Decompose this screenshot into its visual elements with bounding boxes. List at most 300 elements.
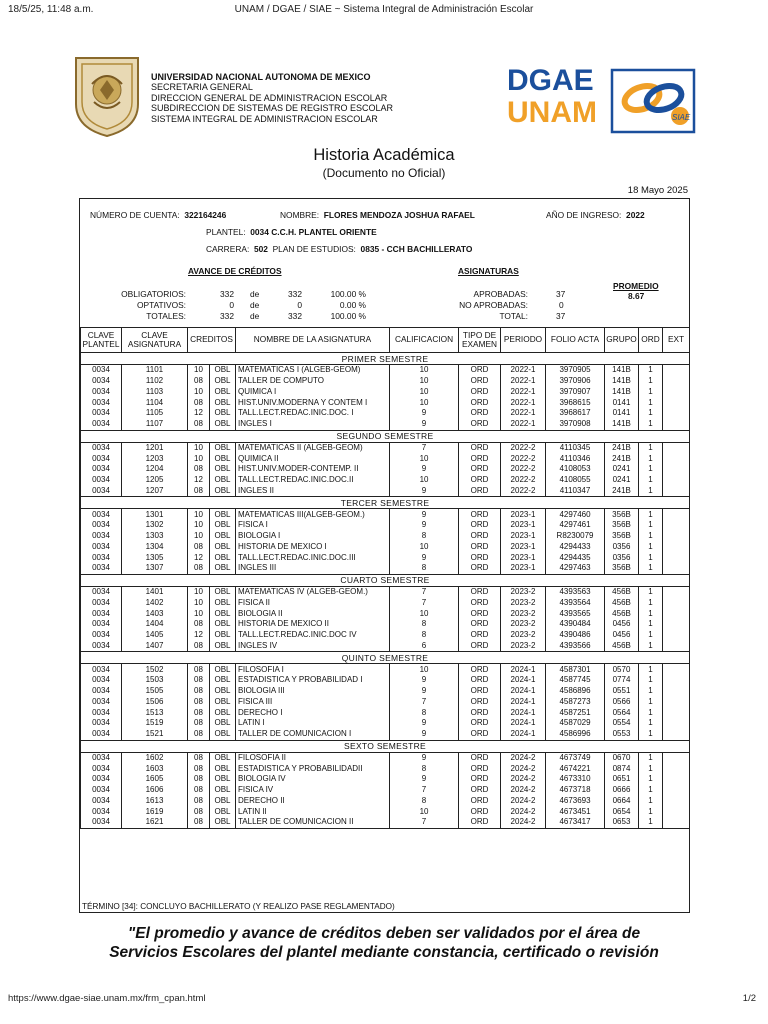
siae-logo-text: SIAE <box>672 113 691 122</box>
cell-creditos: 08 <box>188 376 210 387</box>
cell-tipo-examen: ORD <box>459 408 501 419</box>
cell-tipo-examen: ORD <box>459 376 501 387</box>
cell-tipo-examen: ORD <box>459 542 501 553</box>
cell-grupo: 0670 <box>605 752 639 763</box>
carrera-field <box>206 244 472 254</box>
cell-clave-asignatura: 1107 <box>122 419 188 430</box>
cell-tipo-examen: ORD <box>459 531 501 542</box>
cell-folio-acta: 4108055 <box>546 475 605 486</box>
cell-clave-plantel: 0034 <box>81 608 122 619</box>
table-row <box>81 619 690 630</box>
cell-calificacion: 10 <box>390 475 459 486</box>
cell-creditos: 12 <box>188 630 210 641</box>
cell-ext <box>663 630 690 641</box>
cell-tipo-examen: ORD <box>459 785 501 796</box>
cell-ext <box>663 475 690 486</box>
asignaturas-label: NO APROBADAS: <box>459 300 528 310</box>
cell-grupo: 356B <box>605 509 639 520</box>
cell-clave-asignatura: 1613 <box>122 796 188 807</box>
cell-clave-asignatura: 1305 <box>122 552 188 563</box>
cell-grupo: 0141 <box>605 408 639 419</box>
col-clave-asignatura: CLAVE ASIGNATURA <box>122 328 188 353</box>
cell-calificacion: 9 <box>390 520 459 531</box>
cell-clave-asignatura: 1304 <box>122 542 188 553</box>
cell-clave-asignatura: 1619 <box>122 806 188 817</box>
cell-ext <box>663 563 690 574</box>
cell-caracter: OBL <box>210 817 236 828</box>
cell-nombre: TALLER DE COMPUTO <box>236 376 390 387</box>
cell-ord: 1 <box>639 697 663 708</box>
cell-calificacion: 10 <box>390 664 459 675</box>
semester-header-row <box>81 574 690 586</box>
cell-calificacion: 8 <box>390 630 459 641</box>
cell-periodo: 2024-1 <box>501 718 546 729</box>
cell-ext <box>663 664 690 675</box>
cell-calificacion: 8 <box>390 563 459 574</box>
table-row <box>81 464 690 475</box>
cell-folio-acta: 4393566 <box>546 641 605 652</box>
cell-ext <box>663 542 690 553</box>
cell-nombre: HISTORIA DE MEXICO II <box>236 619 390 630</box>
cell-ext <box>663 752 690 763</box>
cell-clave-asignatura: 1606 <box>122 785 188 796</box>
cell-periodo: 2024-2 <box>501 774 546 785</box>
cell-creditos: 10 <box>188 586 210 597</box>
grades-body <box>81 353 690 829</box>
cell-ord: 1 <box>639 675 663 686</box>
cell-clave-asignatura: 1207 <box>122 486 188 497</box>
cell-creditos: 08 <box>188 686 210 697</box>
table-row <box>81 729 690 740</box>
cell-periodo: 2023-2 <box>501 619 546 630</box>
cell-calificacion: 9 <box>390 509 459 520</box>
cell-ord: 1 <box>639 686 663 697</box>
col-tipo-examen: TIPO DE EXAMEN <box>459 328 501 353</box>
cell-caracter: OBL <box>210 475 236 486</box>
institution-line: UNIVERSIDAD NACIONAL AUTONOMA DE MEXICO <box>151 72 371 82</box>
table-row <box>81 531 690 542</box>
validation-note-line: "El promedio y avance de créditos deben ser validados por el área de <box>127 925 641 942</box>
cell-clave-asignatura: 1503 <box>122 675 188 686</box>
cell-ext <box>663 509 690 520</box>
cell-tipo-examen: ORD <box>459 675 501 686</box>
cell-creditos: 08 <box>188 397 210 408</box>
cell-grupo: 456B <box>605 586 639 597</box>
cell-folio-acta: 3970905 <box>546 365 605 376</box>
avance-pct: 100.00 % <box>330 289 366 299</box>
cell-ord: 1 <box>639 397 663 408</box>
cell-ord: 1 <box>639 664 663 675</box>
semester-header-row <box>81 353 690 365</box>
asignaturas-title: ASIGNATURAS <box>458 266 519 276</box>
table-row <box>81 796 690 807</box>
cell-nombre: BIOLOGIA IV <box>236 774 390 785</box>
cell-clave-asignatura: 1405 <box>122 630 188 641</box>
cell-periodo: 2022-2 <box>501 486 546 497</box>
cell-caracter: OBL <box>210 542 236 553</box>
cell-folio-acta: 4390486 <box>546 630 605 641</box>
cell-calificacion: 10 <box>390 806 459 817</box>
cell-nombre: FISICA III <box>236 697 390 708</box>
cell-folio-acta: 4673749 <box>546 752 605 763</box>
cell-nombre: TALL.LECT.REDAC.INIC.DOC.III <box>236 552 390 563</box>
cell-periodo: 2023-1 <box>501 520 546 531</box>
cell-nombre: FISICA IV <box>236 785 390 796</box>
cell-clave-asignatura: 1103 <box>122 387 188 398</box>
cell-ord: 1 <box>639 608 663 619</box>
cell-periodo: 2022-1 <box>501 408 546 419</box>
cell-caracter: OBL <box>210 664 236 675</box>
table-row <box>81 686 690 697</box>
semester-header-row <box>81 652 690 664</box>
cell-clave-asignatura: 1621 <box>122 817 188 828</box>
cell-periodo: 2023-1 <box>501 542 546 553</box>
cell-periodo: 2024-2 <box>501 763 546 774</box>
cell-caracter: OBL <box>210 563 236 574</box>
cell-periodo: 2022-2 <box>501 464 546 475</box>
cell-calificacion: 10 <box>390 397 459 408</box>
cell-clave-plantel: 0034 <box>81 442 122 453</box>
cell-ord: 1 <box>639 763 663 774</box>
cell-ext <box>663 763 690 774</box>
cell-periodo: 2024-1 <box>501 686 546 697</box>
cell-clave-asignatura: 1302 <box>122 520 188 531</box>
avance-de: de <box>250 300 260 310</box>
cell-folio-acta: 3968617 <box>546 408 605 419</box>
cell-tipo-examen: ORD <box>459 664 501 675</box>
cell-folio-acta: 4586896 <box>546 686 605 697</box>
cell-clave-plantel: 0034 <box>81 509 122 520</box>
cell-ord: 1 <box>639 718 663 729</box>
cell-nombre: FILOSOFIA I <box>236 664 390 675</box>
cell-folio-acta: 4393563 <box>546 586 605 597</box>
semester-title: SEXTO SEMESTRE <box>81 740 690 752</box>
cell-clave-asignatura: 1204 <box>122 464 188 475</box>
table-row <box>81 486 690 497</box>
col-creditos: CREDITOS <box>188 328 236 353</box>
cell-nombre: INGLES III <box>236 563 390 574</box>
cell-ext <box>663 552 690 563</box>
cell-nombre: DERECHO II <box>236 796 390 807</box>
cell-ord: 1 <box>639 563 663 574</box>
cell-nombre: FISICA I <box>236 520 390 531</box>
siae-logo <box>608 66 698 136</box>
ingreso-field <box>546 210 645 220</box>
cell-caracter: OBL <box>210 718 236 729</box>
cell-periodo: 2022-2 <box>501 442 546 453</box>
cell-nombre: DERECHO I <box>236 707 390 718</box>
cell-ord: 1 <box>639 817 663 828</box>
cell-ord: 1 <box>639 586 663 597</box>
cell-calificacion: 10 <box>390 608 459 619</box>
cell-clave-asignatura: 1513 <box>122 707 188 718</box>
dgae-logo-text: DGAE <box>507 64 594 97</box>
cell-clave-plantel: 0034 <box>81 464 122 475</box>
cell-ord: 1 <box>639 408 663 419</box>
table-row <box>81 707 690 718</box>
cell-grupo: 0666 <box>605 785 639 796</box>
cell-grupo: 0653 <box>605 817 639 828</box>
cell-clave-asignatura: 1203 <box>122 453 188 464</box>
cuenta-label: NÚMERO DE CUENTA: <box>90 210 180 220</box>
cell-calificacion: 9 <box>390 464 459 475</box>
cell-grupo: 0654 <box>605 806 639 817</box>
cell-nombre: TALL.LECT.REDAC.INIC.DOC. I <box>236 408 390 419</box>
cell-periodo: 2024-2 <box>501 785 546 796</box>
cell-clave-asignatura: 1605 <box>122 774 188 785</box>
cell-caracter: OBL <box>210 806 236 817</box>
plantel-field <box>206 227 377 237</box>
cell-creditos: 08 <box>188 806 210 817</box>
cell-nombre: TALLER DE COMUNICACION I <box>236 729 390 740</box>
semester-title: SEGUNDO SEMESTRE <box>81 430 690 442</box>
col-ord: ORD <box>639 328 663 353</box>
table-row <box>81 763 690 774</box>
cell-caracter: OBL <box>210 464 236 475</box>
cell-creditos: 10 <box>188 365 210 376</box>
cell-grupo: 456B <box>605 598 639 609</box>
cell-ext <box>663 486 690 497</box>
cell-tipo-examen: ORD <box>459 806 501 817</box>
avance-pct: 0.00 % <box>339 300 366 310</box>
cell-folio-acta: 4673451 <box>546 806 605 817</box>
cell-creditos: 08 <box>188 763 210 774</box>
cell-periodo: 2024-2 <box>501 796 546 807</box>
table-row <box>81 641 690 652</box>
cell-grupo: 0554 <box>605 718 639 729</box>
cell-grupo: 0570 <box>605 664 639 675</box>
cell-ord: 1 <box>639 365 663 376</box>
cell-folio-acta: 4110345 <box>546 442 605 453</box>
cell-clave-asignatura: 1105 <box>122 408 188 419</box>
cell-tipo-examen: ORD <box>459 365 501 376</box>
cell-clave-plantel: 0034 <box>81 664 122 675</box>
cell-creditos: 10 <box>188 520 210 531</box>
cell-caracter: OBL <box>210 586 236 597</box>
cell-tipo-examen: ORD <box>459 387 501 398</box>
cell-tipo-examen: ORD <box>459 397 501 408</box>
cell-ext <box>663 707 690 718</box>
semester-header-row <box>81 430 690 442</box>
cell-ext <box>663 785 690 796</box>
cell-ext <box>663 397 690 408</box>
cell-ord: 1 <box>639 619 663 630</box>
cuenta-field <box>90 210 226 220</box>
cell-caracter: OBL <box>210 796 236 807</box>
cell-tipo-examen: ORD <box>459 718 501 729</box>
cell-caracter: OBL <box>210 419 236 430</box>
cell-clave-plantel: 0034 <box>81 397 122 408</box>
cell-clave-plantel: 0034 <box>81 387 122 398</box>
cell-caracter: OBL <box>210 686 236 697</box>
cell-ext <box>663 641 690 652</box>
cell-ext <box>663 419 690 430</box>
cell-tipo-examen: ORD <box>459 586 501 597</box>
table-row <box>81 520 690 531</box>
cell-clave-asignatura: 1506 <box>122 697 188 708</box>
avance-total: 332 <box>288 311 302 321</box>
cell-grupo: 0456 <box>605 619 639 630</box>
cell-grupo: 0564 <box>605 707 639 718</box>
cell-grupo: 356B <box>605 531 639 542</box>
termino-note: TÉRMINO [34]: CONCLUYO BACHILLERATO (Y REALIZO PASE REGLAMENTADO) <box>82 902 395 911</box>
cell-ord: 1 <box>639 630 663 641</box>
cell-calificacion: 10 <box>390 542 459 553</box>
cell-folio-acta: 4390484 <box>546 619 605 630</box>
cell-grupo: 141B <box>605 376 639 387</box>
cell-calificacion: 9 <box>390 419 459 430</box>
cell-nombre: FISICA II <box>236 598 390 609</box>
cell-creditos: 12 <box>188 408 210 419</box>
cell-nombre: BIOLOGIA III <box>236 686 390 697</box>
cell-grupo: 0553 <box>605 729 639 740</box>
cell-clave-asignatura: 1402 <box>122 598 188 609</box>
cell-ext <box>663 729 690 740</box>
avance-label: OBLIGATORIOS: <box>121 289 186 299</box>
cell-creditos: 08 <box>188 718 210 729</box>
unam-logo-text: UNAM <box>507 96 597 128</box>
cell-ord: 1 <box>639 531 663 542</box>
cell-creditos: 08 <box>188 542 210 553</box>
cell-tipo-examen: ORD <box>459 598 501 609</box>
cell-periodo: 2024-1 <box>501 697 546 708</box>
cell-periodo: 2023-1 <box>501 509 546 520</box>
cell-caracter: OBL <box>210 397 236 408</box>
cell-grupo: 0456 <box>605 630 639 641</box>
cell-folio-acta: 3970907 <box>546 387 605 398</box>
cell-grupo: 356B <box>605 520 639 531</box>
cell-ord: 1 <box>639 419 663 430</box>
table-row <box>81 774 690 785</box>
cell-nombre: TALL.LECT.REDAC.INIC.DOC IV <box>236 630 390 641</box>
cell-ext <box>663 442 690 453</box>
print-page-number: 1/2 <box>742 993 756 1004</box>
cell-folio-acta: 3970906 <box>546 376 605 387</box>
institution-line: SISTEMA INTEGRAL DE ADMINISTRACION ESCOLAR <box>151 113 378 124</box>
avance-value: 332 <box>220 289 234 299</box>
avance-value: 0 <box>229 300 234 310</box>
cell-grupo: 0651 <box>605 774 639 785</box>
academic-record <box>79 198 690 913</box>
cell-calificacion: 6 <box>390 641 459 652</box>
cell-periodo: 2022-2 <box>501 453 546 464</box>
cell-clave-asignatura: 1602 <box>122 752 188 763</box>
cell-grupo: 241B <box>605 453 639 464</box>
cell-tipo-examen: ORD <box>459 763 501 774</box>
nombre-value: FLORES MENDOZA JOSHUA RAFAEL <box>323 210 475 220</box>
table-row <box>81 552 690 563</box>
cell-ext <box>663 817 690 828</box>
col-nombre-asignatura: NOMBRE DE LA ASIGNATURA <box>236 328 390 353</box>
grades-table <box>80 327 690 829</box>
cell-periodo: 2024-1 <box>501 675 546 686</box>
table-row <box>81 563 690 574</box>
asignaturas-value: 37 <box>556 311 566 321</box>
cell-calificacion: 8 <box>390 707 459 718</box>
cell-caracter: OBL <box>210 630 236 641</box>
cell-periodo: 2022-1 <box>501 365 546 376</box>
table-row <box>81 376 690 387</box>
cell-ord: 1 <box>639 598 663 609</box>
col-ext: EXT <box>663 328 690 353</box>
col-folio-acta: FOLIO ACTA <box>546 328 605 353</box>
cell-clave-plantel: 0034 <box>81 752 122 763</box>
cell-clave-asignatura: 1301 <box>122 509 188 520</box>
unam-seal-logo <box>70 54 144 138</box>
table-row <box>81 387 690 398</box>
cell-grupo: 0241 <box>605 475 639 486</box>
cell-clave-asignatura: 1101 <box>122 365 188 376</box>
cell-periodo: 2023-1 <box>501 563 546 574</box>
cell-caracter: OBL <box>210 619 236 630</box>
cell-ext <box>663 697 690 708</box>
cell-ord: 1 <box>639 376 663 387</box>
cell-nombre: MATEMATICAS IV (ALGEB-GEOM.) <box>236 586 390 597</box>
promedio-label: PROMEDIO <box>613 281 659 291</box>
semester-header-row <box>81 497 690 509</box>
semester-title: CUARTO SEMESTRE <box>81 574 690 586</box>
cell-ord: 1 <box>639 520 663 531</box>
cell-ord: 1 <box>639 453 663 464</box>
cell-folio-acta: 4297463 <box>546 563 605 574</box>
cell-caracter: OBL <box>210 697 236 708</box>
dgae-unam-logo <box>505 62 605 128</box>
cell-folio-acta: 4587029 <box>546 718 605 729</box>
cell-clave-plantel: 0034 <box>81 619 122 630</box>
cell-ord: 1 <box>639 552 663 563</box>
institution-line: SECRETARIA GENERAL <box>151 82 253 93</box>
cell-creditos: 10 <box>188 509 210 520</box>
ingreso-value: 2022 <box>626 210 645 220</box>
cell-calificacion: 9 <box>390 552 459 563</box>
avance-title: AVANCE DE CRÉDITOS <box>188 266 282 276</box>
cell-caracter: OBL <box>210 509 236 520</box>
cell-periodo: 2023-2 <box>501 630 546 641</box>
cell-nombre: HIST.UNIV.MODERNA Y CONTEM I <box>236 397 390 408</box>
cell-nombre: QUIMICA I <box>236 387 390 398</box>
cell-ext <box>663 608 690 619</box>
col-periodo: PERIODO <box>501 328 546 353</box>
cell-grupo: 141B <box>605 419 639 430</box>
institution-block <box>151 72 393 124</box>
cell-ord: 1 <box>639 774 663 785</box>
cell-caracter: OBL <box>210 763 236 774</box>
cell-periodo: 2022-1 <box>501 397 546 408</box>
cell-caracter: OBL <box>210 641 236 652</box>
document-date: 18 Mayo 2025 <box>627 185 688 196</box>
cell-grupo: 0241 <box>605 464 639 475</box>
cell-clave-plantel: 0034 <box>81 408 122 419</box>
cell-clave-plantel: 0034 <box>81 376 122 387</box>
asignaturas-label: APROBADAS: <box>473 289 528 299</box>
cell-creditos: 10 <box>188 453 210 464</box>
table-header-row <box>81 328 690 353</box>
cell-caracter: OBL <box>210 608 236 619</box>
semester-title: TERCER SEMESTRE <box>81 497 690 509</box>
table-row <box>81 697 690 708</box>
cell-clave-asignatura: 1407 <box>122 641 188 652</box>
cell-clave-plantel: 0034 <box>81 686 122 697</box>
cell-clave-asignatura: 1521 <box>122 729 188 740</box>
cell-clave-plantel: 0034 <box>81 531 122 542</box>
cell-caracter: OBL <box>210 453 236 464</box>
cell-ext <box>663 586 690 597</box>
cell-ord: 1 <box>639 486 663 497</box>
cell-ord: 1 <box>639 641 663 652</box>
cell-ext <box>663 520 690 531</box>
cell-caracter: OBL <box>210 520 236 531</box>
cell-grupo: 0356 <box>605 542 639 553</box>
